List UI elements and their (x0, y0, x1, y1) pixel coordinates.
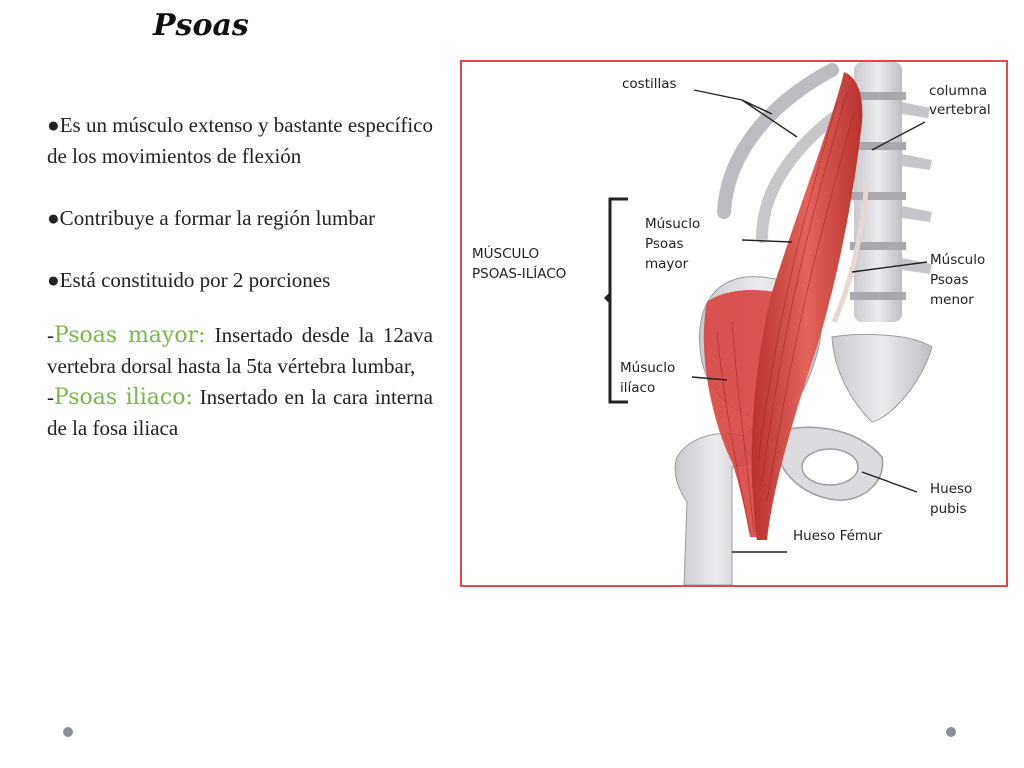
bullet-2: ●Contribuye a formar la región lumbar (47, 206, 376, 230)
portion-psoas-mayor (47, 320, 433, 382)
label-menor-line1: Músculo (930, 252, 986, 268)
label-iliaco-line1: Músuclo (620, 360, 676, 376)
psoas-mayor-description: Insertado desde la 12ava vertebra dorsal hasta la 5ta vértebra lumbar, (47, 323, 433, 378)
label-pubis-line1: Hueso (930, 481, 973, 497)
psoas-iliaco-term: Psoas iliaco: (54, 385, 193, 410)
label-menor-line2: Psoas (930, 272, 969, 288)
slide-dot-left (63, 727, 73, 737)
label-group-line1: MÚSCULO (472, 246, 540, 262)
slide-dot-right (946, 727, 956, 737)
label-group-line2: PSOAS-ILÍACO (472, 266, 567, 282)
label-mayor-line3: mayor (645, 256, 689, 272)
vertebral-column (850, 62, 932, 322)
psoas-iliaco-description: Insertado en la cara interna de la fosa iliaca (47, 385, 433, 440)
label-costillas: costillas (622, 76, 677, 92)
anatomy-illustration (462, 62, 1006, 585)
bullet-3: ●Está constituido por 2 porciones (47, 268, 331, 292)
dash: - (47, 385, 54, 409)
dash: - (47, 323, 54, 347)
bullet-1: ●Es un músculo extenso y bastante específico de los movimientos de flexión (47, 113, 433, 168)
text-content (47, 110, 433, 444)
label-mayor-line1: Músuclo (645, 216, 701, 232)
sacrum (832, 334, 932, 422)
label-columna-line1: columna (929, 83, 987, 99)
anatomy-figure (460, 60, 1008, 587)
slide-title: Psoas (153, 8, 249, 43)
label-pubis-line2: pubis (930, 501, 967, 517)
label-menor-line3: menor (930, 292, 974, 308)
portion-psoas-iliaco (47, 382, 433, 444)
psoas-mayor-term: Psoas mayor: (54, 323, 206, 348)
label-iliaco-line2: ilíaco (620, 380, 656, 396)
label-femur: Hueso Fémur (793, 528, 883, 544)
label-mayor-line2: Psoas (645, 236, 684, 252)
label-columna-line2: vertebral (929, 102, 991, 118)
